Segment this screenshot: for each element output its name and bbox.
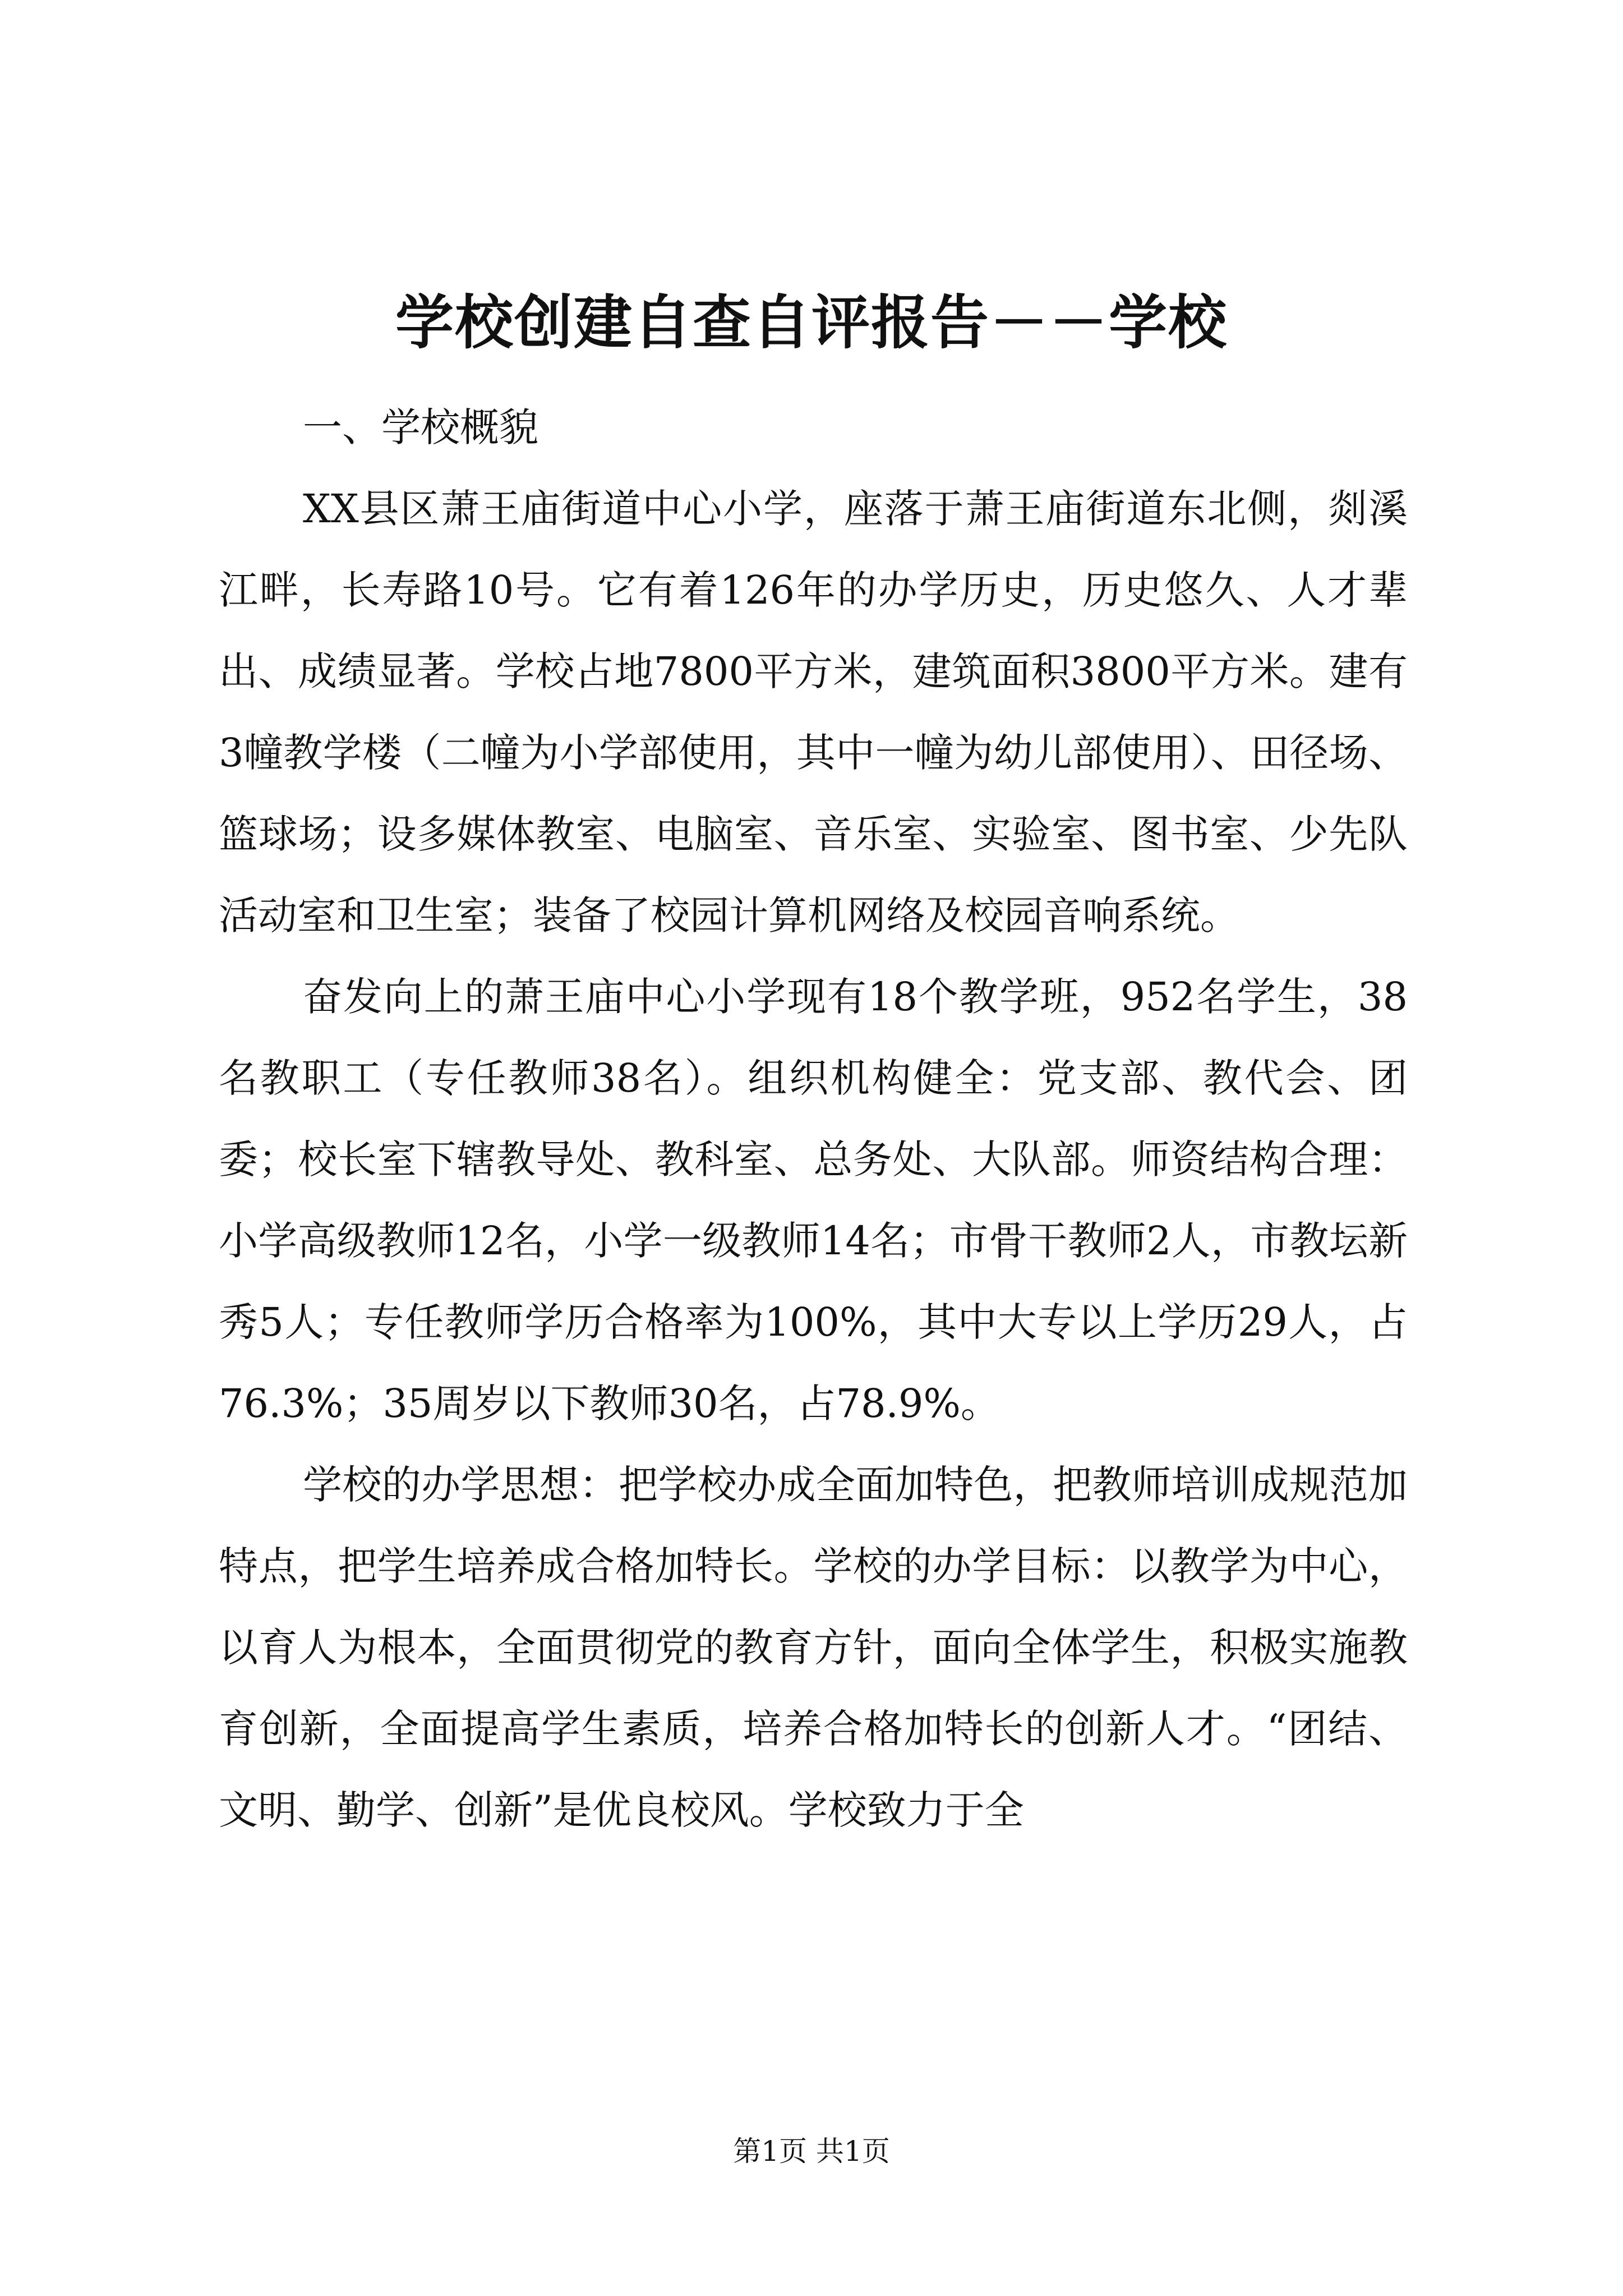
paragraph-philosophy: 学校的办学思想：把学校办成全面加特色，把教师培训成规范加特点，把学生培养成合格加特长。学校的办学目标：以教学为中心，以育人为根本，全面贯彻党的教育方针，面向全体学生，积极实施教育创新，全面提高学生素质，培养合格加特长的创新人才。“团结、文明、勤学、创新”是优良校风。学校致力于全 bbox=[219, 1462, 1408, 1833]
section-heading: 一、学校概貌 bbox=[303, 404, 538, 450]
paragraph-staff: 奋发向上的萧王庙中心小学现有18个教学班，952名学生，38名教职工（专任教师38名）。组织机构健全：党支部、教代会、团委；校长室下辖教导处、教科室、总务处、大队部。师资结构合理：小学高级教师12名，小学一级教师14名；市骨干教师2人，市教坛新秀5人；专任教师学历合格率为100%，其中大专以上学历29人，占76.3%；35周岁以下教师30名，占78.9%。 bbox=[219, 974, 1408, 1427]
paragraph-overview: XX县区萧王庙街道中心小学，座落于萧王庙街道东北侧，剡溪江畔，长寿路10号。它有着126年的办学历史，历史悠久、人才辈出、成绩显著。学校占地7800平方米，建筑面积3800平方米。建有3幢教学楼（二幢为小学部使用，其中一幢为幼儿部使用）、田径场、篮球场；设多媒体教室、电脑室、音乐室、实验室、图书室、少先队活动室和卫生室；装备了校园计算机网络及校园音响系统。 bbox=[219, 486, 1408, 938]
document-title: 学校创建自查自评报告－－学校 bbox=[395, 288, 1228, 357]
page-footer: 第1页 共1页 bbox=[733, 2135, 890, 2168]
document-body bbox=[219, 387, 1408, 1851]
